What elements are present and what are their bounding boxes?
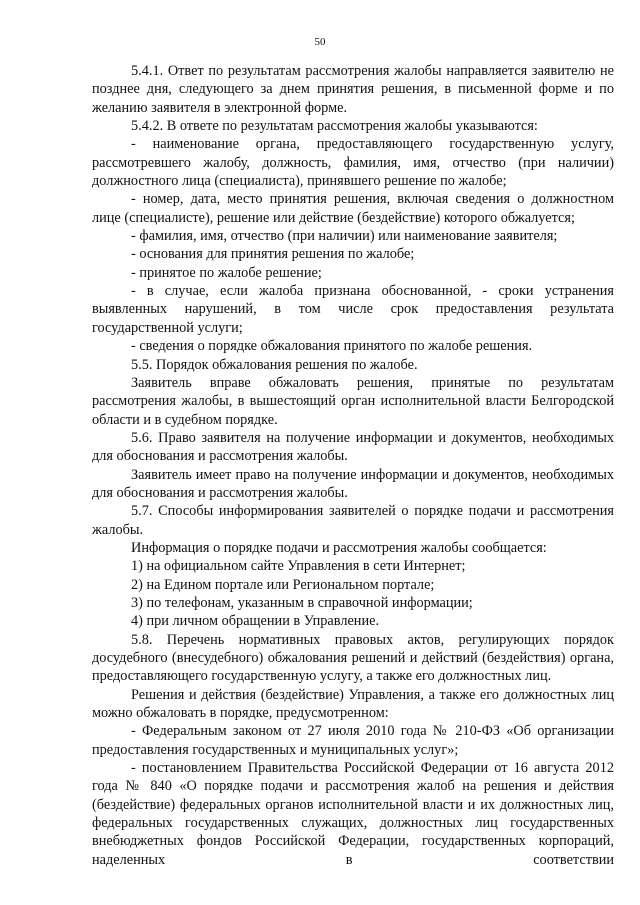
paragraph-info-right: Заявитель имеет право на получение информации и документов, необходимых для обоснования и рассмотрения жалобы. (92, 466, 614, 501)
list-item-organ-name: - наименование органа, предоставляющего государственную услугу, рассмотревшего жалобу, должность, фамилия, имя, отчество (при наличии) должностного лица (специалиста), принявшего решение по жалобе; (92, 136, 614, 190)
list-item-decision-number: - номер, дата, место принятия решения, включая сведения о должностном лице (специалисте), решение или действие (бездействие) которого обжалуется; (92, 191, 614, 226)
paragraph-5-6: 5.6. Право заявителя на получение информации и документов, необходимых для обоснования и рассмотрения жалобы. (92, 429, 614, 465)
list-item-grounds: - основания для принятия решения по жалобе; (131, 246, 415, 263)
list-item-decision: - принятое по жалобе решение; (131, 264, 322, 281)
list-item-deadlines: - в случае, если жалоба признана обоснованной, - сроки устранения выявленных нарушений, в том числе срок предоставления результата государственной услуги; (92, 283, 614, 336)
paragraph-info-channels: Информация о порядке подачи и рассмотрения жалобы сообщается: (131, 539, 547, 556)
paragraph-5-5: 5.5. Порядок обжалования решения по жалобе. (131, 356, 418, 373)
paragraph-5-4-1: 5.4.1. Ответ по результатам рассмотрения жалобы направляется заявителю не позднее дня, следующего за днем принятия решения, в письменной форме и по желанию заявителя в электронной форме. (92, 63, 614, 116)
paragraph-appeal-basis: Решения и действия (бездействие) Управления, а также его должностных лиц можно обжаловать в порядке, предусмотренном: (92, 686, 614, 722)
list-item-appeal-info: - сведения о порядке обжалования принятого по жалобе решения. (131, 338, 533, 355)
document-body (92, 62, 614, 869)
list-item-federal-law: - Федеральным законом от 27 июля 2010 года № 210-ФЗ «Об организации предоставления государственных и муниципальных услуг»; (92, 723, 614, 758)
paragraph-5-4-2: 5.4.2. В ответе по результатам рассмотрения жалобы указываются: (131, 118, 538, 135)
paragraph-5-7: 5.7. Способы информирования заявителей о порядке подачи и рассмотрения жалобы. (92, 503, 614, 538)
list-item-phone: 3) по телефонам, указанным в справочной информации; (131, 594, 473, 611)
list-item-applicant-name: - фамилия, имя, отчество (при наличии) или наименование заявителя; (131, 228, 558, 245)
list-item-portal: 2) на Едином портале или Региональном портале; (131, 576, 435, 593)
paragraph-appeal-right: Заявитель вправе обжаловать решения, принятые по результатам рассмотрения жалобы, в вышестоящий орган исполнительной власти Белгородской области и в судебном порядке. (92, 374, 614, 428)
list-item-in-person: 4) при личном обращении в Управление. (131, 613, 380, 630)
paragraph-5-8: 5.8. Перечень нормативных правовых актов, регулирующих порядок досудебного (внесудебного) обжалования решений и действий (бездействия) органа, предоставляющего государственную услугу, а также его должностных лиц. (92, 631, 614, 685)
page-number: 50 (314, 36, 326, 48)
list-item-website: 1) на официальном сайте Управления в сети Интернет; (131, 558, 466, 575)
list-item-government-decree: - постановлением Правительства Российской Федерации от 16 августа 2012 года № 840 «О порядке подачи и рассмотрения жалоб на решения и действия (бездействие) федеральных органов исполнительной власти и их должностных лиц, федеральных государственных служащих, должностных лиц государственных внебюджетных фондов Российской Федерации, государственных корпораций, наделенных в соответствии (92, 760, 614, 868)
